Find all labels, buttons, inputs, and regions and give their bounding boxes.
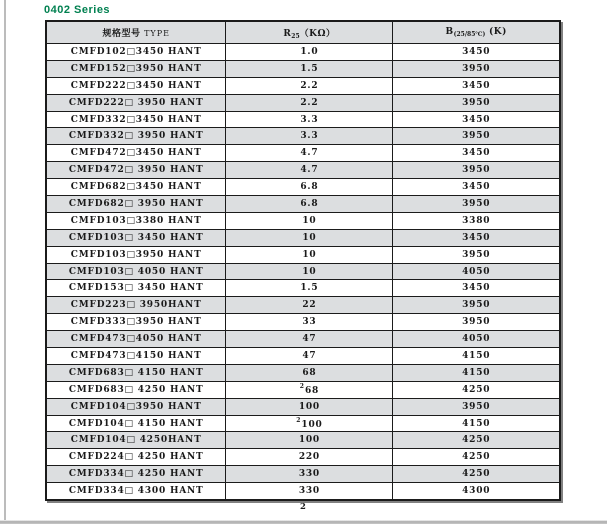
table-row	[46, 297, 560, 314]
cell-b: 3950	[393, 162, 560, 179]
cell-type: CMFD104□ 4150 HANT	[46, 415, 226, 432]
page-edge-bottom	[0, 520, 607, 524]
cell-type: CMFD223□ 3950HANT	[46, 297, 226, 314]
cell-type: CMFD103□ 3450 HANT	[46, 229, 226, 246]
cell-type: CMFD103□3380 HANT	[46, 212, 226, 229]
cell-type: CMFD222□ 3950 HANT	[46, 94, 226, 111]
cell-b: 4250	[393, 381, 560, 398]
cell-r25: 3.3	[226, 111, 393, 128]
cell-type: CMFD222□3450 HANT	[46, 77, 226, 94]
cell-r25: 4.7	[226, 145, 393, 162]
cell-b: 3950	[393, 60, 560, 77]
cell-r25: 220	[226, 449, 393, 466]
cell-type: CMFD152□3950 HANT	[46, 60, 226, 77]
scan-artifact-superscript: 2	[299, 383, 304, 391]
table-row	[46, 179, 560, 196]
table-row	[46, 128, 560, 145]
table-row	[46, 94, 560, 111]
cell-type: CMFD334□ 4250 HANT	[46, 466, 226, 483]
cell-r25: 10	[226, 263, 393, 280]
cell-r25: 2.2	[226, 77, 393, 94]
cell-type: CMFD472□3450 HANT	[46, 145, 226, 162]
cell-b: 4250	[393, 432, 560, 449]
cell-type: CMFD472□ 3950 HANT	[46, 162, 226, 179]
cell-b: 3950	[393, 246, 560, 263]
table-row	[46, 145, 560, 162]
r25-symbol: R	[283, 28, 292, 39]
cell-r25: 22	[226, 297, 393, 314]
cell-b: 4050	[393, 263, 560, 280]
cell-r25: 10	[226, 246, 393, 263]
table-row	[46, 432, 560, 449]
table-row	[46, 196, 560, 213]
table-row	[46, 331, 560, 348]
cell-type: CMFD153□ 3450 HANT	[46, 280, 226, 297]
cell-r25: 330	[226, 483, 393, 500]
cell-r25: 68	[226, 364, 393, 381]
table-header-row	[46, 21, 560, 44]
table-row	[46, 398, 560, 415]
cell-b: 3950	[393, 196, 560, 213]
b-symbol: B	[445, 27, 454, 37]
cell-r25: 6.8	[226, 179, 393, 196]
cell-b: 3380	[393, 212, 560, 229]
cell-type: CMFD334□ 4300 HANT	[46, 483, 226, 500]
cell-type: CMFD682□ 3950 HANT	[46, 196, 226, 213]
spec-table	[45, 20, 561, 501]
cell-b: 4150	[393, 348, 560, 365]
cell-r25: 1.0	[226, 44, 393, 61]
table-row	[46, 466, 560, 483]
table-row	[46, 314, 560, 331]
cell-type: CMFD473□4050 HANT	[46, 331, 226, 348]
cell-type: CMFD683□ 4250 HANT	[46, 381, 226, 398]
b-subscript: (25/85℃)	[453, 31, 486, 38]
cell-b: 3950	[393, 314, 560, 331]
cell-b: 4150	[393, 415, 560, 432]
cell-b: 3450	[393, 280, 560, 297]
cell-r25: 100	[226, 432, 393, 449]
col-header-type-en: TYPE	[144, 29, 170, 38]
table-row	[46, 381, 560, 398]
cell-r25: 100	[226, 398, 393, 415]
table-row	[46, 246, 560, 263]
cell-type: CMFD104□ 4250HANT	[46, 432, 226, 449]
page-edge-left	[4, 0, 6, 520]
cell-b: 3450	[393, 77, 560, 94]
table-row	[46, 77, 560, 94]
table-row	[46, 364, 560, 381]
cell-r25: 2.2	[226, 94, 393, 111]
cell-b: 3950	[393, 94, 560, 111]
col-header-b	[393, 21, 560, 44]
series-title: 0402 Series	[44, 4, 111, 16]
cell-r25: 47	[226, 331, 393, 348]
table-row	[46, 60, 560, 77]
cell-b: 3450	[393, 111, 560, 128]
cell-b: 3450	[393, 229, 560, 246]
table-row	[46, 229, 560, 246]
cell-r25: 4.7	[226, 162, 393, 179]
cell-type: CMFD103□ 4050 HANT	[46, 263, 226, 280]
col-header-type-cjk: 规格型号	[102, 29, 141, 39]
cell-b: 3950	[393, 128, 560, 145]
col-header-r25	[226, 21, 393, 44]
cell-type: CMFD682□3450 HANT	[46, 179, 226, 196]
cell-b: 3450	[393, 44, 560, 61]
page-number: 2	[300, 502, 306, 512]
r25-subscript: 25	[291, 32, 300, 40]
cell-r25: 330	[226, 466, 393, 483]
cell-r25: $^2$100	[226, 415, 393, 432]
cell-type: CMFD333□3950 HANT	[46, 314, 226, 331]
cell-r25: 10	[226, 212, 393, 229]
table-row	[46, 162, 560, 179]
table-row	[46, 212, 560, 229]
table-row	[46, 44, 560, 61]
cell-r25: 33	[226, 314, 393, 331]
table-row	[46, 415, 560, 432]
cell-r25: 3.3	[226, 128, 393, 145]
cell-type: CMFD332□ 3950 HANT	[46, 128, 226, 145]
cell-r25: 6.8	[226, 196, 393, 213]
table-row	[46, 280, 560, 297]
cell-b: 4250	[393, 466, 560, 483]
r25-unit: （KΩ）	[299, 28, 336, 39]
cell-b: 3950	[393, 297, 560, 314]
cell-type: CMFD332□3450 HANT	[46, 111, 226, 128]
cell-type: CMFD473□4150 HANT	[46, 348, 226, 365]
scan-artifact-superscript: 2	[296, 417, 301, 425]
cell-type: CMFD102□3450 HANT	[46, 44, 226, 61]
cell-b: 3450	[393, 179, 560, 196]
cell-type: CMFD683□ 4150 HANT	[46, 364, 226, 381]
cell-r25: 1.5	[226, 280, 393, 297]
table-row	[46, 449, 560, 466]
cell-r25: $^2$68	[226, 381, 393, 398]
cell-type: CMFD104□3950 HANT	[46, 398, 226, 415]
cell-r25: 10	[226, 229, 393, 246]
cell-r25: 47	[226, 348, 393, 365]
cell-b: 4050	[393, 331, 560, 348]
b-unit: (K)	[489, 27, 507, 37]
cell-b: 3450	[393, 145, 560, 162]
cell-b: 4150	[393, 364, 560, 381]
cell-type: CMFD224□ 4250 HANT	[46, 449, 226, 466]
cell-b: 4250	[393, 449, 560, 466]
cell-b: 3950	[393, 398, 560, 415]
table-row	[46, 111, 560, 128]
table-row	[46, 483, 560, 500]
cell-b: 4300	[393, 483, 560, 500]
table-row	[46, 263, 560, 280]
cell-r25: 1.5	[226, 60, 393, 77]
table-row	[46, 348, 560, 365]
cell-type: CMFD103□3950 HANT	[46, 246, 226, 263]
col-header-type	[46, 21, 226, 44]
